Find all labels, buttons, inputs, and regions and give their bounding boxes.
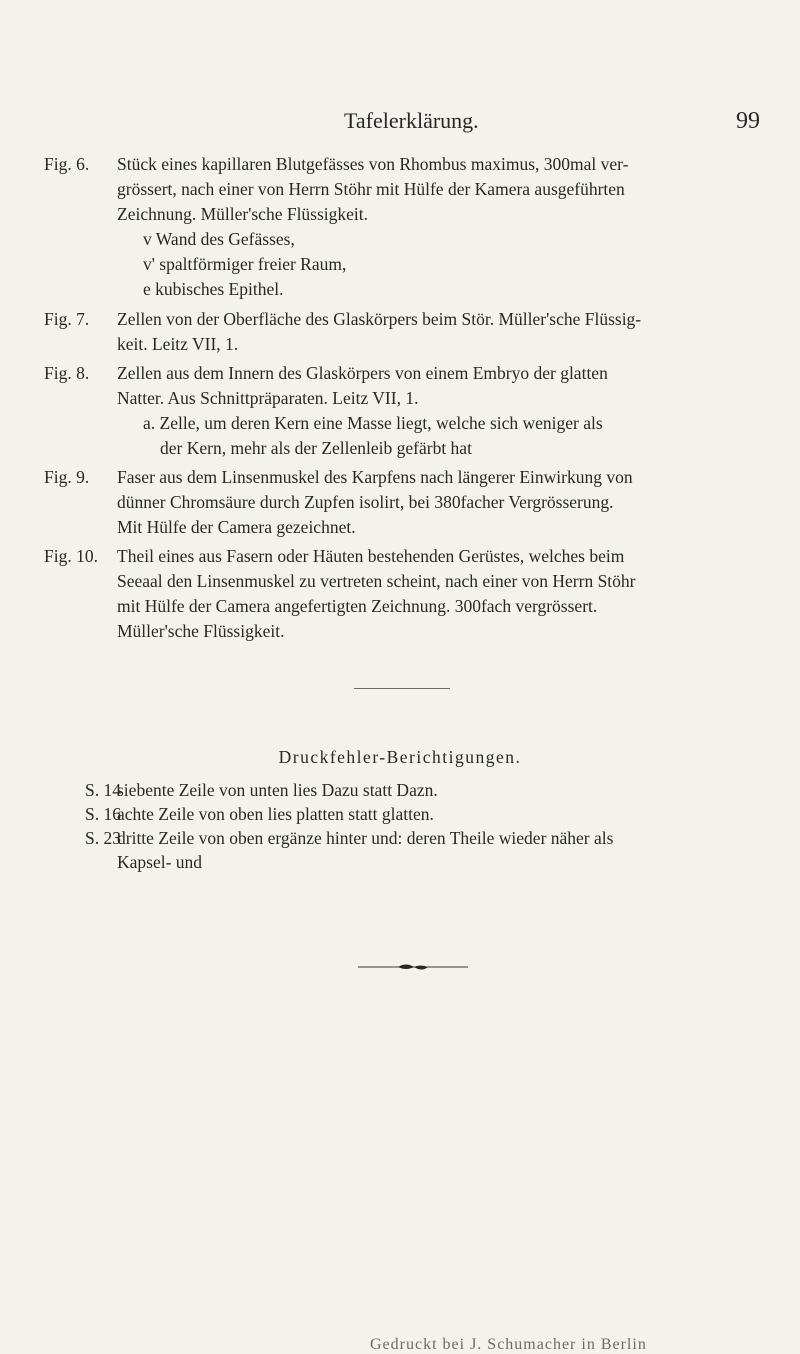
errata-item	[0, 826, 800, 850]
errata-item-continuation	[0, 850, 800, 874]
figure-text-line: dünner Chromsäure durch Zupfen isolirt, bei 380facher Vergrösserung.	[117, 492, 614, 512]
errata-item	[0, 802, 800, 826]
figure-label: Fig. 8.	[44, 363, 90, 383]
figure-text-line: Faser aus dem Linsenmuskel des Karpfens nach längerer Einwirkung von	[117, 467, 633, 487]
errata-ref: S. 16	[85, 804, 121, 824]
figure-text-line: keit. Leitz VII, 1.	[117, 334, 239, 354]
figure-legend-line: a. Zelle, um deren Kern eine Masse liegt, welche sich weniger als	[143, 413, 603, 433]
errata-text: Kapsel- und	[117, 852, 203, 872]
figure-legend-line: v' spaltförmiger freier Raum,	[143, 254, 347, 274]
figure-label: Fig. 6.	[44, 154, 90, 174]
page-number: 99	[736, 108, 760, 134]
running-head	[270, 108, 760, 140]
figure-entry-7	[0, 307, 800, 357]
errata-ref: S. 14	[85, 780, 121, 800]
printer-imprint: Gedruckt bei J. Schumacher in Berlin	[370, 1336, 647, 1353]
figure-legend-line: v Wand des Gefässes,	[143, 229, 295, 249]
errata-ref: S. 23	[85, 828, 121, 848]
figure-legend-line: der Kern, mehr als der Zellenleib gefärbt hat	[160, 438, 472, 458]
errata-text: siebente Zeile von unten lies Dazu statt Dazn.	[117, 780, 438, 800]
figure-entry-6	[0, 152, 800, 302]
figure-text-line: Theil eines aus Fasern oder Häuten bestehenden Gerüstes, welches beim	[117, 546, 625, 566]
figure-text-line: grössert, nach einer von Herrn Stöhr mit Hülfe der Kamera ausgeführten	[117, 179, 625, 199]
errata-heading: Druckfehler-Berichtigungen.	[278, 747, 522, 767]
figure-text-line: Zellen aus dem Innern des Glaskörpers von einem Embryo der glatten	[117, 363, 608, 383]
figure-label: Fig. 9.	[44, 467, 90, 487]
figure-text-line: Müller'sche Flüssigkeit.	[117, 621, 285, 641]
figure-text-line: Stück eines kapillaren Blutgefässes von Rhombus maximus, 300mal ver-	[117, 154, 629, 174]
errata-list	[0, 778, 800, 874]
figure-legend-line: e kubisches Epithel.	[143, 279, 284, 299]
figure-entry-8	[0, 361, 800, 461]
figure-text-line: Zellen von der Oberfläche des Glaskörpers beim Stör. Müller'sche Flüssig-	[117, 309, 642, 329]
figure-label: Fig. 10.	[44, 546, 98, 566]
figure-entry-10	[0, 544, 800, 644]
figure-explanations	[0, 152, 800, 648]
errata-item	[0, 778, 800, 802]
figure-text-line: mit Hülfe der Camera angefertigten Zeichnung. 300fach vergrössert.	[117, 596, 598, 616]
page-title: Tafelerklärung.	[344, 108, 479, 133]
figure-text-line: Zeichnung. Müller'sche Flüssigkeit.	[117, 204, 369, 224]
errata-text: achte Zeile von oben lies platten statt glatten.	[117, 804, 434, 824]
figure-text-line: Mit Hülfe der Camera gezeichnet.	[117, 517, 356, 537]
figure-entry-9	[0, 465, 800, 540]
errata-text: dritte Zeile von oben ergänze hinter und: deren Theile wieder näher als	[117, 828, 614, 848]
ornament-divider-icon	[358, 962, 468, 972]
figure-text-line: Natter. Aus Schnittpräparaten. Leitz VII, 1.	[117, 388, 419, 408]
figure-text-line: Seeaal den Linsenmuskel zu vertreten scheint, nach einer von Herrn Stöhr	[117, 571, 636, 591]
figure-label: Fig. 7.	[44, 309, 90, 329]
section-divider	[354, 688, 450, 689]
